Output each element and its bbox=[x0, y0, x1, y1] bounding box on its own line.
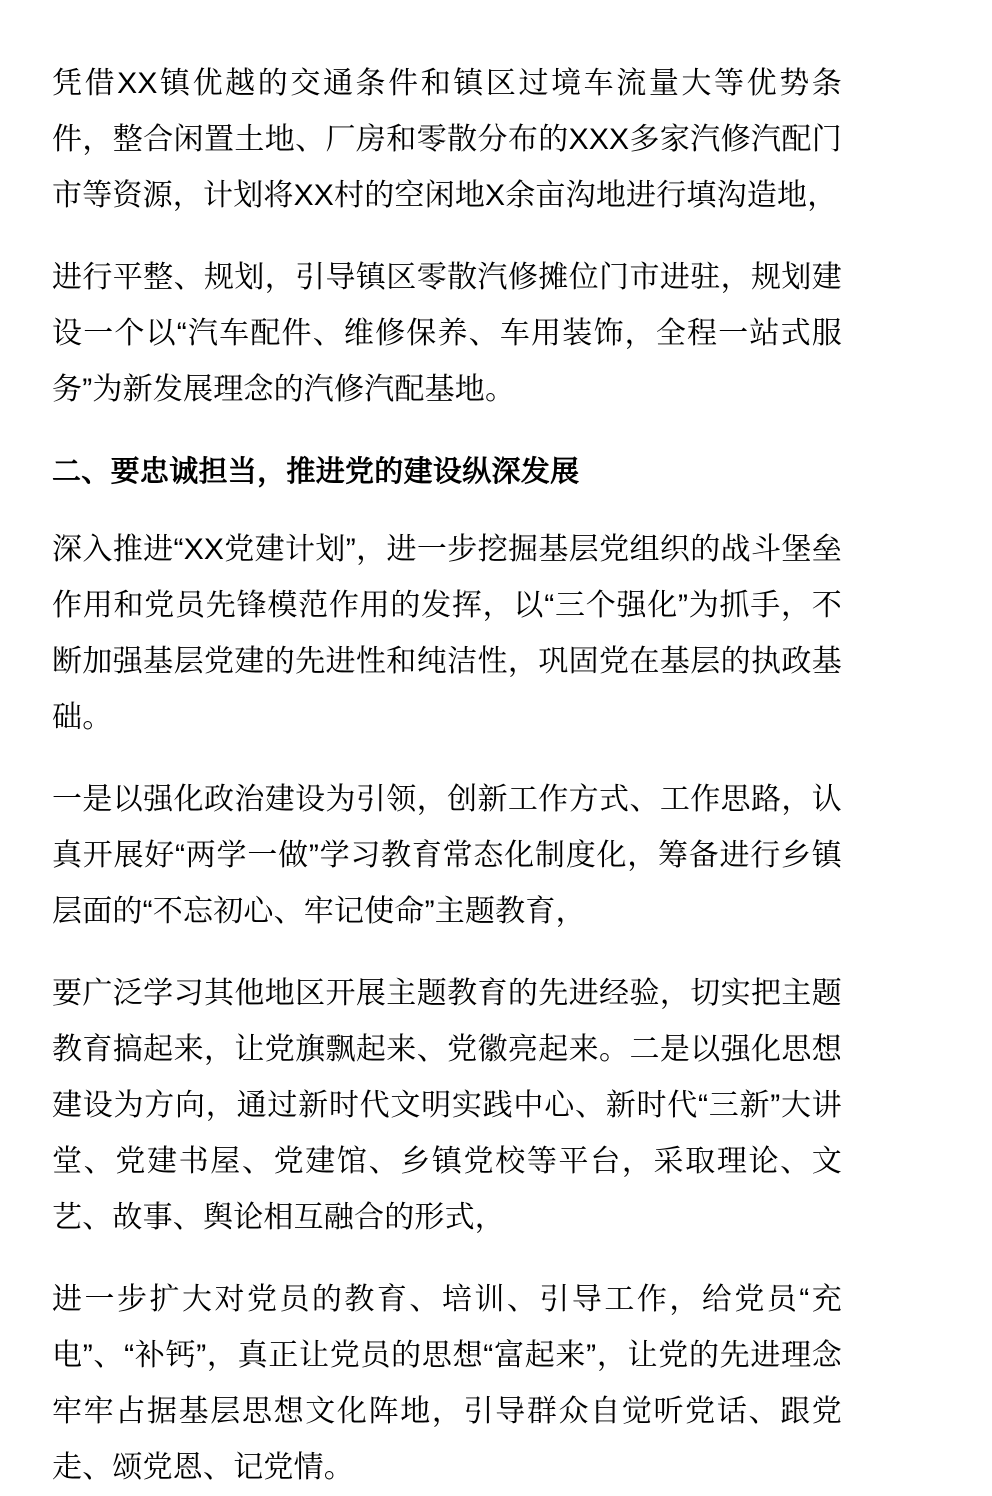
paragraph-4: 一是以强化政治建设为引领，创新工作方式、工作思路，认真开展好“两学一做”学习教育常态化制度化，筹备进行乡镇层面的“不忘初心、牢记使命”主题教育， bbox=[52, 783, 842, 928]
paragraph-3: 深入推进“XX党建计划”，进一步挖掘基层党组织的战斗堡垒作用和党员先锋模范作用的发挥，以“三个强化”为抓手，不断加强基层党建的先进性和纯洁性，巩固党在基层的执政基础。 bbox=[52, 533, 842, 734]
section-heading-two: 二、要忠诚担当，推进党的建设纵深发展 bbox=[52, 456, 580, 488]
paragraph-1: 凭借XX镇优越的交通条件和镇区过境车流量大等优势条件，整合闲置土地、厂房和零散分布的XXX多家汽修汽配门市等资源，计划将XX村的空闲地X余亩沟地进行填沟造地， bbox=[52, 67, 842, 212]
paragraph-6: 进一步扩大对党员的教育、培训、引导工作，给党员“充电”、“补钙”，真正让党员的思想“富起来”，让党的先进理念牢牢占据基层思想文化阵地，引导群众自觉听党话、跟党走、颂党恩、记党情。 bbox=[52, 1283, 842, 1484]
paragraph-5: 要广泛学习其他地区开展主题教育的先进经验，切实把主题教育搞起来，让党旗飘起来、党徽亮起来。二是以强化思想建设为方向，通过新时代文明实践中心、新时代“三新”大讲堂、党建书屋、党建馆、乡镇党校等平台，采取理论、文艺、故事、舆论相互融合的形式， bbox=[52, 977, 842, 1234]
document-body bbox=[52, 56, 842, 1496]
paragraph-2: 进行平整、规划，引导镇区零散汽修摊位门市进驻，规划建设一个以“汽车配件、维修保养、车用装饰，全程一站式服务”为新发展理念的汽修汽配基地。 bbox=[52, 261, 842, 406]
